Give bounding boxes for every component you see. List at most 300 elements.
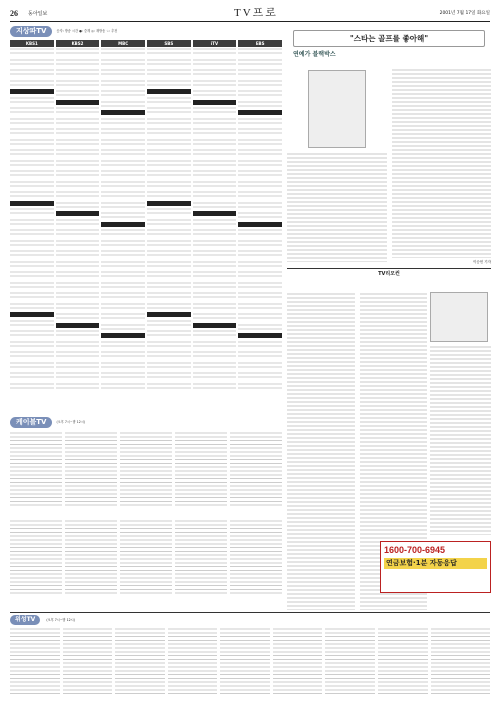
program-entry — [147, 79, 191, 88]
schedule-text — [220, 627, 270, 697]
program-entry — [193, 312, 237, 321]
masthead — [10, 8, 490, 22]
side-photo — [430, 292, 488, 342]
satellite-channel — [115, 627, 165, 697]
program-entry — [101, 222, 145, 227]
schedule-text — [101, 47, 145, 413]
program-entry — [56, 148, 100, 157]
satellite-channel — [273, 627, 323, 697]
program-entry — [147, 106, 191, 115]
program-entry — [193, 106, 237, 115]
golfer-illustration — [308, 70, 366, 148]
schedule-text — [10, 627, 60, 697]
program-entry — [147, 312, 191, 317]
program-entry — [147, 169, 191, 178]
program-entry — [56, 117, 100, 126]
program-entry — [238, 180, 282, 189]
program-entry — [101, 110, 145, 115]
program-entry — [56, 302, 100, 311]
program-entry — [193, 382, 237, 391]
program-entry — [56, 127, 100, 136]
program-entry — [56, 239, 100, 248]
channel-header: EBS — [238, 40, 282, 47]
program-entry — [147, 319, 191, 328]
program-entry — [238, 89, 282, 98]
program-entry — [10, 68, 54, 77]
program-entry — [147, 47, 191, 56]
program-entry — [193, 260, 237, 269]
program-entry — [10, 79, 54, 88]
program-entry — [56, 68, 100, 77]
program-entry — [193, 47, 237, 56]
schedule-text — [431, 627, 490, 697]
feature-body — [287, 68, 491, 266]
program-entry — [193, 340, 237, 349]
program-entry — [193, 68, 237, 77]
channel-grid — [10, 40, 282, 413]
cable-channel — [10, 431, 62, 516]
program-entry — [193, 117, 237, 126]
program-entry — [10, 281, 54, 290]
program-entry — [193, 79, 237, 88]
channel-column — [147, 40, 191, 413]
terrestrial-tv-section — [10, 26, 282, 412]
program-entry — [147, 249, 191, 258]
cable-tv-title — [10, 417, 282, 428]
program-entry — [10, 58, 54, 67]
channel-header: MBC — [101, 40, 145, 47]
feature-right-column — [392, 68, 492, 266]
program-entry — [56, 190, 100, 199]
cable-channel — [230, 431, 282, 516]
program-entry — [193, 302, 237, 311]
program-entry — [56, 281, 100, 290]
program-entry — [193, 89, 237, 98]
terrestrial-tv-title — [10, 26, 282, 37]
program-entry — [238, 228, 282, 237]
program-entry — [147, 350, 191, 359]
program-entry — [193, 228, 237, 237]
program-entry — [56, 138, 100, 147]
program-entry — [10, 340, 54, 349]
program-entry — [147, 302, 191, 311]
program-entry — [101, 350, 145, 359]
program-entry — [193, 148, 237, 157]
satellite-channel — [378, 627, 428, 697]
program-entry — [193, 169, 237, 178]
program-entry — [10, 47, 54, 56]
program-entry — [238, 159, 282, 168]
page-number: 26 — [10, 9, 18, 18]
program-entry — [238, 100, 282, 109]
schedule-text — [10, 519, 62, 595]
ad-slogan: 연금보험·1분 자동응답 — [384, 558, 487, 569]
program-entry — [193, 350, 237, 359]
program-entry — [147, 281, 191, 290]
program-entry — [56, 291, 100, 300]
program-entry — [238, 260, 282, 269]
program-entry — [10, 169, 54, 178]
program-entry — [147, 127, 191, 136]
program-entry — [238, 249, 282, 258]
program-entry — [147, 340, 191, 349]
satellite-tv-section — [10, 612, 490, 700]
program-entry — [193, 211, 237, 216]
program-entry — [193, 58, 237, 67]
program-entry — [10, 239, 54, 248]
program-entry — [56, 211, 100, 216]
program-entry — [101, 211, 145, 220]
program-entry — [193, 180, 237, 189]
paper-name: 동아일보 — [28, 11, 48, 17]
channel-header: KBS2 — [56, 40, 100, 47]
program-entry — [10, 382, 54, 391]
program-entry — [10, 138, 54, 147]
program-entry — [193, 371, 237, 380]
program-entry — [193, 190, 237, 199]
satellite-tv-subtitle: (오후 7시~밤 12시) — [46, 617, 76, 622]
program-entry — [238, 79, 282, 88]
program-entry — [238, 58, 282, 67]
program-entry — [238, 302, 282, 311]
program-entry — [56, 249, 100, 258]
program-entry — [193, 249, 237, 258]
program-entry — [193, 291, 237, 300]
cable-channel — [175, 431, 227, 516]
cable-tv-badge: 케이블TV — [10, 417, 52, 428]
schedule-text — [147, 47, 191, 413]
schedule-text — [175, 519, 227, 595]
program-entry — [56, 201, 100, 210]
program-entry — [147, 58, 191, 67]
schedule-text — [120, 519, 172, 595]
program-entry — [101, 302, 145, 311]
program-entry — [101, 100, 145, 109]
feature-headline: "스타는 골프를 좋아해" — [293, 30, 485, 47]
program-entry — [238, 323, 282, 332]
program-entry — [238, 117, 282, 126]
schedule-legend: 숫자: 방송 시간 ●: 중계 ◎: 재방송 ☆: 추천 — [56, 29, 118, 34]
program-entry — [10, 291, 54, 300]
program-entry — [238, 222, 282, 227]
program-entry — [56, 260, 100, 269]
program-entry — [101, 127, 145, 136]
program-entry — [56, 329, 100, 338]
program-entry — [10, 159, 54, 168]
program-entry — [56, 47, 100, 56]
program-entry — [147, 159, 191, 168]
program-entry — [56, 106, 100, 115]
program-entry — [147, 329, 191, 338]
article — [287, 292, 355, 610]
program-entry — [101, 361, 145, 370]
schedule-text — [120, 431, 172, 507]
program-entry — [56, 169, 100, 178]
program-entry — [238, 68, 282, 77]
program-entry — [101, 239, 145, 248]
schedule-text — [65, 519, 117, 595]
cable-tv-section — [10, 417, 282, 607]
terrestrial-tv-badge: 지상파TV — [10, 26, 52, 37]
program-entry — [147, 207, 191, 216]
program-entry — [101, 68, 145, 77]
program-entry — [101, 312, 145, 321]
program-entry — [193, 329, 237, 338]
program-entry — [193, 270, 237, 279]
program-entry — [10, 312, 54, 317]
program-entry — [238, 47, 282, 56]
program-entry — [238, 333, 282, 338]
program-entry — [101, 89, 145, 98]
program-entry — [193, 281, 237, 290]
program-entry — [193, 218, 237, 227]
program-entry — [101, 117, 145, 126]
program-entry — [10, 180, 54, 189]
program-entry — [56, 371, 100, 380]
program-entry — [238, 312, 282, 321]
program-entry — [10, 260, 54, 269]
ad-phone: 1600-700-6945 — [384, 545, 446, 555]
program-entry — [101, 138, 145, 147]
section-title: TV프로 — [234, 7, 278, 19]
schedule-text — [175, 431, 227, 507]
program-entry — [101, 190, 145, 199]
program-entry — [101, 333, 145, 338]
cable-channel — [65, 519, 117, 604]
program-entry — [10, 319, 54, 328]
satellite-grid — [10, 627, 490, 697]
channel-header: iTV — [193, 40, 237, 47]
issue-date: 2001년 7월 17일 화요일 — [439, 11, 490, 16]
cable-channel — [10, 519, 62, 604]
program-entry — [147, 239, 191, 248]
schedule-text — [230, 431, 282, 507]
program-entry — [147, 148, 191, 157]
program-entry — [10, 117, 54, 126]
program-entry — [10, 371, 54, 380]
program-entry — [238, 148, 282, 157]
article-text — [287, 152, 387, 262]
program-entry — [193, 201, 237, 210]
program-entry — [238, 281, 282, 290]
program-entry — [56, 180, 100, 189]
schedule-text — [325, 627, 375, 697]
program-entry — [101, 291, 145, 300]
program-entry — [147, 382, 191, 391]
schedule-text — [238, 47, 282, 413]
program-entry — [147, 218, 191, 227]
program-entry — [238, 291, 282, 300]
channel-column — [193, 40, 237, 413]
program-entry — [101, 260, 145, 269]
program-entry — [193, 239, 237, 248]
program-entry — [56, 270, 100, 279]
cable-channel — [120, 519, 172, 604]
program-entry — [193, 323, 237, 328]
cable-grid — [10, 431, 282, 604]
channel-column — [56, 40, 100, 413]
channel-header: KBS1 — [10, 40, 54, 47]
program-entry — [56, 58, 100, 67]
program-entry — [56, 218, 100, 227]
schedule-text — [10, 47, 54, 413]
satellite-channel — [168, 627, 218, 697]
program-entry — [101, 79, 145, 88]
program-entry — [238, 361, 282, 370]
program-entry — [10, 148, 54, 157]
program-entry — [193, 127, 237, 136]
schedule-text — [115, 627, 165, 697]
program-entry — [56, 340, 100, 349]
program-entry — [193, 361, 237, 370]
schedule-text — [378, 627, 428, 697]
program-entry — [10, 89, 54, 94]
program-entry — [238, 340, 282, 349]
byline: 이승헌 기자 — [472, 260, 491, 264]
cable-channel — [120, 431, 172, 516]
tv-remote-title: TV리모컨 — [378, 271, 400, 277]
program-entry — [10, 302, 54, 311]
program-entry — [238, 110, 282, 115]
program-entry — [238, 190, 282, 199]
satellite-channel — [10, 627, 60, 697]
program-entry — [101, 58, 145, 67]
program-entry — [56, 350, 100, 359]
program-entry — [56, 89, 100, 98]
program-entry — [238, 127, 282, 136]
program-entry — [101, 159, 145, 168]
schedule-text — [56, 47, 100, 413]
schedule-text — [273, 627, 323, 697]
program-entry — [147, 260, 191, 269]
program-entry — [238, 350, 282, 359]
program-entry — [147, 117, 191, 126]
program-entry — [101, 382, 145, 391]
channel-column — [238, 40, 282, 413]
side-article — [430, 292, 491, 547]
program-entry — [147, 361, 191, 370]
schedule-text — [65, 431, 117, 507]
satellite-channel — [220, 627, 270, 697]
schedule-text — [230, 519, 282, 595]
program-entry — [238, 201, 282, 210]
program-entry — [101, 228, 145, 237]
program-entry — [101, 169, 145, 178]
program-entry — [147, 68, 191, 77]
program-entry — [10, 329, 54, 338]
program-entry — [56, 100, 100, 105]
feature-column-tag: 연예가 블랙박스 — [293, 51, 336, 59]
cable-channel — [65, 431, 117, 516]
program-entry — [101, 47, 145, 56]
channel-column — [10, 40, 54, 413]
program-entry — [238, 270, 282, 279]
program-entry — [10, 207, 54, 216]
program-entry — [10, 127, 54, 136]
schedule-text — [10, 431, 62, 507]
article-text — [392, 68, 492, 258]
program-entry — [147, 190, 191, 199]
program-entry — [10, 201, 54, 206]
program-entry — [101, 180, 145, 189]
program-entry — [101, 270, 145, 279]
feature-left-column — [287, 68, 387, 266]
cable-channel — [175, 519, 227, 604]
program-entry — [147, 201, 191, 206]
program-entry — [238, 371, 282, 380]
program-entry — [238, 169, 282, 178]
program-entry — [56, 323, 100, 328]
advertisement — [380, 541, 491, 593]
program-entry — [193, 138, 237, 147]
program-entry — [10, 218, 54, 227]
article-text — [287, 292, 355, 610]
schedule-text — [168, 627, 218, 697]
program-entry — [101, 249, 145, 258]
feature-article — [287, 26, 491, 266]
program-entry — [10, 96, 54, 105]
program-entry — [101, 148, 145, 157]
channel-column — [101, 40, 145, 413]
program-entry — [10, 228, 54, 237]
program-entry — [147, 96, 191, 105]
program-entry — [101, 323, 145, 332]
satellite-channel — [63, 627, 113, 697]
program-entry — [101, 201, 145, 210]
program-entry — [147, 228, 191, 237]
program-entry — [193, 100, 237, 105]
program-entry — [56, 312, 100, 321]
program-entry — [238, 211, 282, 220]
program-entry — [147, 291, 191, 300]
program-entry — [10, 361, 54, 370]
article-text — [430, 345, 491, 535]
program-entry — [147, 371, 191, 380]
program-entry — [193, 159, 237, 168]
program-entry — [10, 350, 54, 359]
program-entry — [147, 180, 191, 189]
program-entry — [101, 340, 145, 349]
satellite-tv-title — [10, 615, 490, 625]
program-entry — [101, 281, 145, 290]
tv-remote-section — [287, 268, 491, 288]
channel-header: SBS — [147, 40, 191, 47]
program-entry — [56, 159, 100, 168]
cable-tv-subtitle: (오후 7시~밤 12시) — [56, 420, 86, 425]
program-entry — [238, 382, 282, 391]
satellite-channel — [325, 627, 375, 697]
schedule-text — [63, 627, 113, 697]
program-entry — [147, 89, 191, 94]
program-entry — [10, 106, 54, 115]
satellite-channel — [431, 627, 490, 697]
cable-channel — [230, 519, 282, 604]
program-entry — [238, 239, 282, 248]
program-entry — [56, 382, 100, 391]
satellite-tv-badge: 위성TV — [10, 615, 40, 625]
program-entry — [10, 249, 54, 258]
program-entry — [10, 190, 54, 199]
program-entry — [238, 138, 282, 147]
program-entry — [147, 270, 191, 279]
schedule-text — [193, 47, 237, 413]
program-entry — [56, 361, 100, 370]
program-entry — [147, 138, 191, 147]
program-entry — [10, 270, 54, 279]
program-entry — [101, 371, 145, 380]
program-entry — [56, 79, 100, 88]
program-entry — [56, 228, 100, 237]
